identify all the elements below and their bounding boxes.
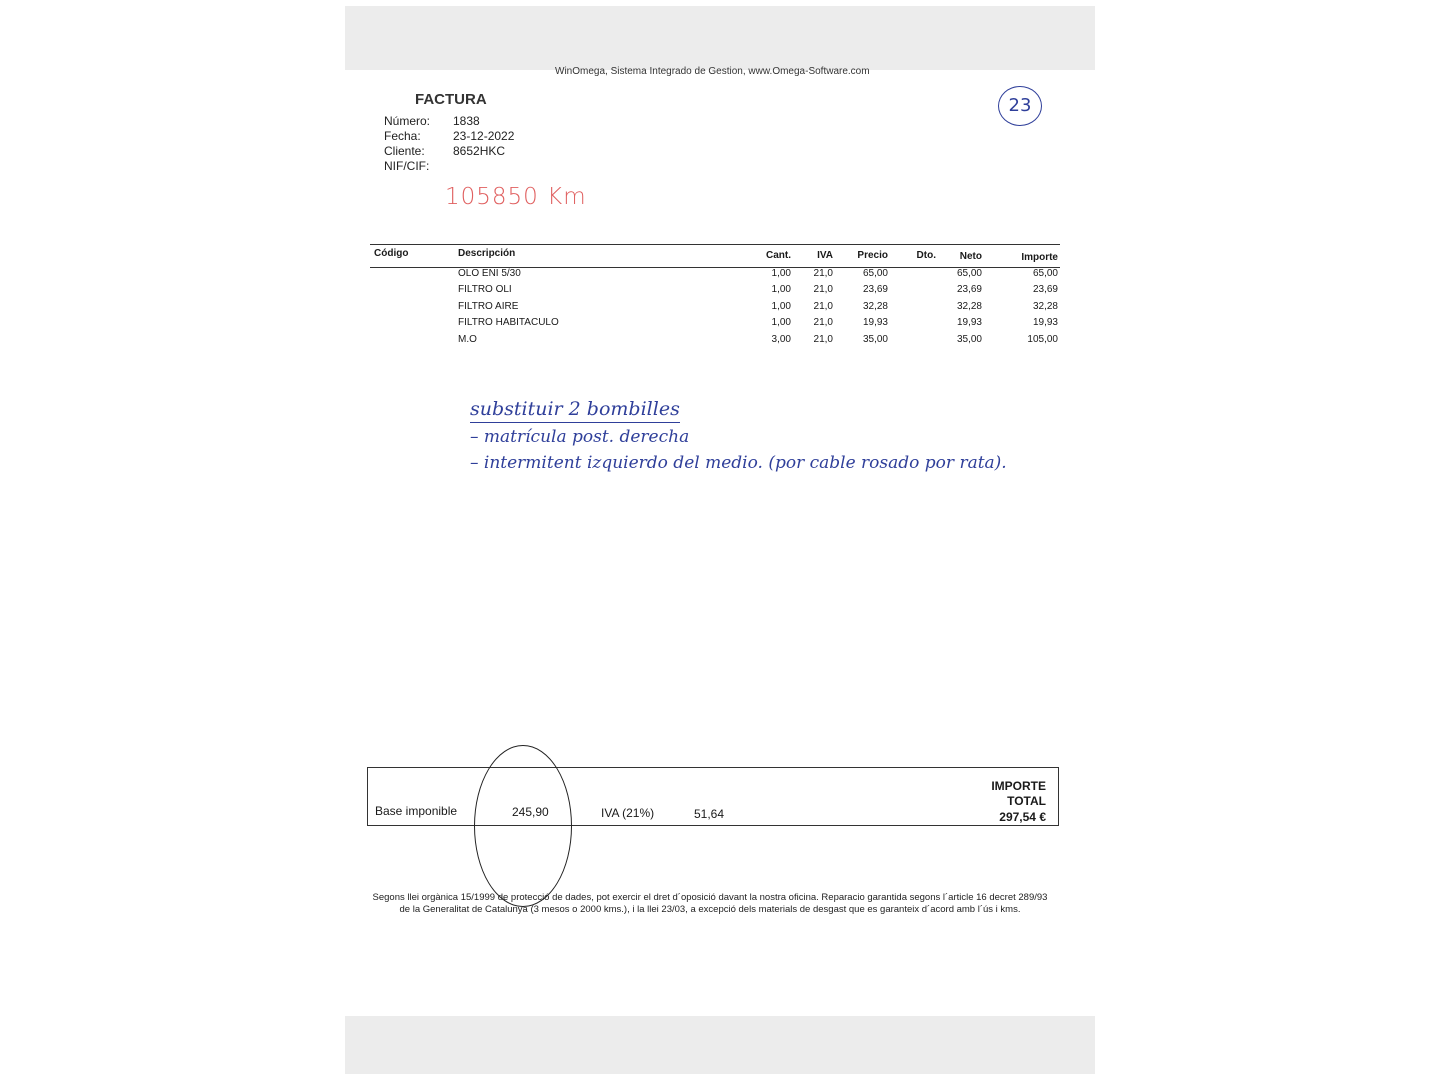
item-importe: 32,28 — [1032, 300, 1058, 312]
iva-label: IVA (21%) — [601, 806, 655, 820]
invoice-meta — [384, 114, 514, 174]
item-cant: 1,00 — [771, 300, 791, 312]
invoice-title: FACTURA — [415, 91, 487, 108]
item-descripcion: FILTRO OLI — [458, 284, 512, 296]
importe-total-value: 297,54 € — [999, 810, 1046, 824]
item-neto: 19,93 — [956, 317, 982, 329]
items-table-header — [370, 244, 1060, 268]
col-dto: Dto. — [916, 250, 936, 261]
table-row — [370, 317, 1060, 333]
item-precio: 23,69 — [862, 284, 888, 296]
item-precio: 35,00 — [862, 333, 888, 345]
col-codigo: Código — [374, 248, 409, 259]
software-header: WinOmega, Sistema Integrado de Gestion, www.Omega-Software.com — [555, 66, 870, 77]
item-iva: 21,0 — [813, 268, 833, 279]
numero-value: 1838 — [453, 114, 480, 128]
item-precio: 19,93 — [862, 317, 888, 329]
table-row — [370, 268, 1060, 284]
importe-label: IMPORTE — [991, 779, 1046, 793]
base-imponible-value: 245,90 — [512, 805, 549, 819]
item-descripcion: FILTRO AIRE — [458, 300, 519, 312]
item-cant: 3,00 — [771, 333, 791, 345]
scan-bottom-band — [345, 1016, 1095, 1074]
base-imponible-label: Base imponible — [375, 804, 458, 818]
item-iva: 21,0 — [813, 284, 833, 296]
cliente-label: Cliente: — [384, 144, 425, 158]
table-row — [370, 284, 1060, 300]
item-precio: 32,28 — [862, 300, 888, 312]
note-line-1: substituir 2 bombilles — [470, 398, 680, 423]
fecha-label: Fecha: — [384, 129, 421, 143]
item-neto: 32,28 — [956, 300, 982, 312]
col-importe: Importe — [1021, 252, 1058, 263]
item-neto: 35,00 — [956, 333, 982, 345]
item-importe: 19,93 — [1032, 317, 1058, 329]
table-row — [370, 301, 1060, 317]
item-importe: 23,69 — [1032, 284, 1058, 296]
col-iva: IVA — [817, 250, 833, 261]
item-neto: 65,00 — [956, 268, 982, 279]
scan-top-band — [345, 6, 1095, 70]
legal-footer: Segons llei orgànica 15/1999 de protecció de dades, pot exercir el dret d´oposició davant la nostra oficina. Reparacio garantida segons l´article 16 decret 289/93 de la Generalitat de Catalunya (3 mesos o 2000 kms.), i la llei 23/03, a excepció dels materials de desgast que es garanteix d´acord amb l´ús i kms. — [372, 892, 1048, 915]
cliente-value: 8652HKC — [453, 144, 506, 158]
handwritten-mileage: 105850 Km — [445, 184, 587, 210]
totals-box — [367, 767, 1059, 826]
numero-label: Número: — [384, 114, 431, 128]
item-iva: 21,0 — [813, 333, 833, 345]
col-precio: Precio — [857, 250, 888, 261]
item-importe: 105,00 — [1027, 333, 1058, 345]
handwritten-circle-mark — [474, 745, 572, 907]
item-cant: 1,00 — [771, 317, 791, 329]
col-cant: Cant. — [766, 250, 791, 261]
note-line-2: – matrícula post. derecha — [470, 427, 690, 447]
item-iva: 21,0 — [813, 317, 833, 329]
item-descripcion: M.O — [458, 333, 477, 345]
handwritten-page-number: 23 — [998, 86, 1042, 126]
nif-label: NIF/CIF: — [384, 159, 430, 173]
importe-total-label — [991, 779, 1046, 809]
note-line-3: – intermitent izquierdo del medio. (por cable rosado por rata). — [470, 453, 1007, 473]
item-descripcion: FILTRO HABITACULO — [458, 317, 559, 329]
item-neto: 23,69 — [956, 284, 982, 296]
handwritten-note — [470, 398, 1007, 473]
item-precio: 65,00 — [862, 268, 888, 279]
col-descripcion: Descripción — [458, 248, 516, 259]
item-cant: 1,00 — [771, 268, 791, 279]
iva-value: 51,64 — [694, 807, 725, 821]
item-cant: 1,00 — [771, 284, 791, 296]
fecha-value: 23-12-2022 — [453, 129, 515, 143]
col-neto: Neto — [959, 251, 982, 262]
item-iva: 21,0 — [813, 300, 833, 312]
item-descripcion: OLO ENI 5/30 — [458, 268, 521, 279]
items-table-body — [370, 268, 1060, 350]
item-importe: 65,00 — [1032, 268, 1058, 279]
total-label: TOTAL — [1007, 794, 1046, 808]
table-row — [370, 334, 1060, 350]
